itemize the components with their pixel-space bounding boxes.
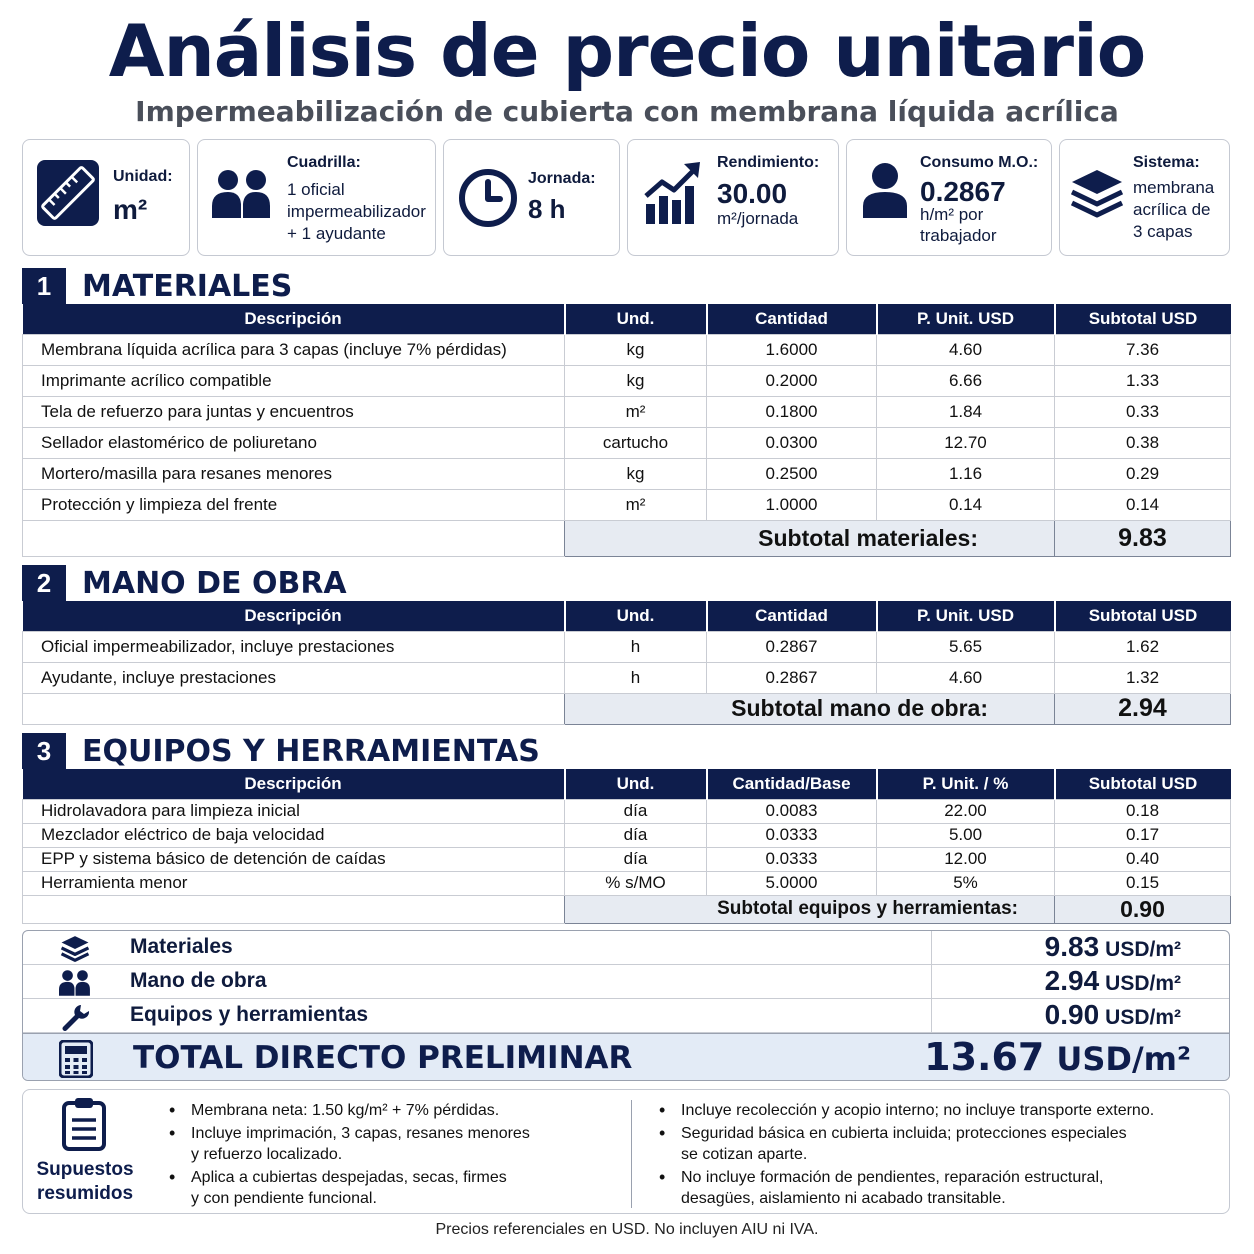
cell-unit: % s/MO [565,871,707,895]
column-header: Subtotal USD [1055,304,1231,334]
cell-unit-price: 4.60 [877,334,1055,365]
cell-subtotal: 0.33 [1055,396,1231,427]
consumo-value: 0.2867 [920,176,1006,207]
cell-unit: día [565,799,707,823]
cell-unit: h [565,631,707,662]
person-icon [863,162,907,218]
cell-unit: día [565,823,707,847]
column-header: Und. [565,769,707,799]
cell-unit: cartucho [565,427,707,458]
cell-unit-price: 1.16 [877,458,1055,489]
cell-subtotal: 1.32 [1055,662,1231,693]
cell-description: Ayudante, incluye prestaciones [23,662,565,693]
cell-description: Membrana líquida acrílica para 3 capas (incluye 7% pérdidas) [23,334,565,365]
cell-description: Imprimante acrílico compatible [23,365,565,396]
column-header: Cantidad [707,601,877,631]
summary-row-mano-obra [23,965,1230,999]
cell-unit: día [565,847,707,871]
section-number: 1 [22,268,66,304]
cell-quantity: 1.6000 [707,334,877,365]
column-header: P. Unit. USD [877,304,1055,334]
summary-name: Mano de obra [130,969,267,992]
cell-subtotal: 0.14 [1055,489,1231,520]
cell-unit-price: 6.66 [877,365,1055,396]
list-item: • No incluye formación de pendientes, reparación estructural, desagües, aislamiento ni acabado transitable. [655,1167,1225,1209]
column-header: Descripción [23,304,565,334]
card-jornada [443,139,620,256]
summary-name: Materiales [130,935,233,958]
assumptions-right-list [655,1100,1225,1211]
column-header: Cantidad [707,304,877,334]
section-number: 2 [22,565,66,601]
column-header: P. Unit. USD [877,601,1055,631]
card-cuadrilla [197,139,436,256]
list-item: • Seguridad básica en cubierta incluida; protecciones especiales se cotizan aparte. [655,1123,1225,1165]
list-item: • Aplica a cubiertas despejadas, secas, firmes y con pendiente funcional. [165,1167,625,1209]
cell-unit-price: 12.00 [877,847,1055,871]
cell-quantity: 0.2000 [707,365,877,396]
summary-row-equipos [23,999,1230,1033]
subtotal-label: Subtotal mano de obra: [565,693,1055,724]
subtotal-value: 9.83 [1055,520,1231,556]
assumptions-label: Supuestos resumidos [36,1159,134,1204]
consumo-line1: h/m² por [920,205,984,224]
rendimiento-value: 30.00 [717,178,788,209]
clock-icon [458,168,518,228]
assumptions-left-list [165,1100,625,1211]
subtotal-row [23,520,1231,556]
section-title: EQUIPOS Y HERRAMIENTAS [82,734,540,769]
table-row [23,847,1231,871]
cell-description: EPP y sistema básico de detención de caídas [23,847,565,871]
cell-unit-price: 1.84 [877,396,1055,427]
cell-quantity: 0.2500 [707,458,877,489]
unidad-value: m² [113,194,148,225]
subtotal-value: 0.90 [1055,895,1231,923]
table-row [23,799,1231,823]
people-icon [59,969,91,997]
cell-subtotal: 0.17 [1055,823,1231,847]
subtotal-value: 2.94 [1055,693,1231,724]
cell-quantity: 5.0000 [707,871,877,895]
column-header: Und. [565,601,707,631]
wrench-icon [59,1003,91,1031]
table-header-row [23,601,1231,631]
summary-value: 0.90 USD/m² [1044,999,1181,1030]
column-header: Descripción [23,601,565,631]
assumptions-box [22,1089,1230,1214]
total-row [23,1033,1230,1081]
cell-subtotal: 0.38 [1055,427,1231,458]
table-row [23,334,1231,365]
cell-description: Protección y limpieza del frente [23,489,565,520]
cell-quantity: 0.2867 [707,631,877,662]
footer-note: Precios referenciales en USD. No incluyen AIU ni IVA. [435,1221,819,1238]
cell-unit-price: 5.00 [877,823,1055,847]
cell-quantity: 0.0083 [707,799,877,823]
page-subtitle: Impermeabilización de cubierta con membrana líquida acrílica [135,95,1119,128]
total-label: TOTAL DIRECTO PRELIMINAR [133,1040,633,1076]
table-row [23,662,1231,693]
cuadrilla-line2: impermeabilizador [287,202,426,221]
cell-unit: kg [565,334,707,365]
growth-chart-icon [644,160,704,226]
cell-subtotal: 7.36 [1055,334,1231,365]
cell-unit-price: 22.00 [877,799,1055,823]
equipos-table [22,769,1231,924]
table-row [23,365,1231,396]
table-row [23,427,1231,458]
cell-quantity: 0.1800 [707,396,877,427]
cell-quantity: 0.0333 [707,847,877,871]
cell-unit: m² [565,489,707,520]
subtotal-label: Subtotal equipos y herramientas: [565,895,1055,923]
list-item: • Incluye recolección y acopio interno; no incluye transporte externo. [655,1100,1225,1121]
table-row [23,458,1231,489]
cell-description: Herramienta menor [23,871,565,895]
cell-description: Oficial impermeabilizador, incluye prestaciones [23,631,565,662]
cell-quantity: 1.0000 [707,489,877,520]
table-header-row [23,304,1231,334]
jornada-value: 8 h [528,194,566,224]
column-header: Cantidad/Base [707,769,877,799]
consumo-line2: trabajador [920,226,997,245]
total-value: 13.67 USD/m² [924,1035,1191,1079]
cell-description: Tela de refuerzo para juntas y encuentros [23,396,565,427]
section-number: 3 [22,733,66,769]
cell-unit: kg [565,365,707,396]
unidad-label: Unidad: [113,168,173,185]
cell-unit-price: 5% [877,871,1055,895]
people-icon [212,168,272,220]
materiales-table [22,304,1231,557]
cell-description: Sellador elastomérico de poliuretano [23,427,565,458]
column-header: Descripción [23,769,565,799]
cuadrilla-line1: 1 oficial [287,180,345,199]
rendimiento-label: Rendimiento: [717,154,820,171]
sistema-line3: 3 capas [1133,222,1193,241]
table-row [23,823,1231,847]
summary-row-materiales [23,931,1230,965]
card-sistema [1059,139,1230,256]
cell-unit-price: 12.70 [877,427,1055,458]
cell-description: Mortero/masilla para resanes menores [23,458,565,489]
cell-unit: m² [565,396,707,427]
subtotal-row [23,895,1231,923]
table-header-row [23,769,1231,799]
cell-quantity: 0.0333 [707,823,877,847]
cell-subtotal: 1.62 [1055,631,1231,662]
subtotal-row [23,693,1231,724]
divider [631,1100,632,1208]
cuadrilla-line3: + 1 ayudante [287,224,386,243]
list-item: • Membrana neta: 1.50 kg/m² + 7% pérdidas. [165,1100,625,1121]
sistema-line2: acrílica de [1133,200,1211,219]
column-header: Subtotal USD [1055,601,1231,631]
cell-quantity: 0.0300 [707,427,877,458]
sistema-line1: membrana [1133,178,1215,197]
table-row [23,489,1231,520]
cell-quantity: 0.2867 [707,662,877,693]
mano-obra-table [22,601,1231,725]
cell-description: Hidrolavadora para limpieza inicial [23,799,565,823]
cell-subtotal: 0.18 [1055,799,1231,823]
table-row [23,396,1231,427]
summary-value: 2.94 USD/m² [1044,965,1181,996]
section-title: MATERIALES [82,269,293,304]
consumo-label: Consumo M.O.: [920,154,1039,171]
list-item: • Incluye imprimación, 3 capas, resanes menores y refuerzo localizado. [165,1123,625,1165]
table-row [23,631,1231,662]
column-header: P. Unit. / % [877,769,1055,799]
column-header: Und. [565,304,707,334]
cell-description: Mezclador eléctrico de baja velocidad [23,823,565,847]
cell-subtotal: 0.29 [1055,458,1231,489]
cell-unit-price: 4.60 [877,662,1055,693]
cell-subtotal: 0.40 [1055,847,1231,871]
sistema-label: Sistema: [1133,154,1200,171]
clipboard-icon [61,1096,107,1152]
layers-icon [1070,168,1124,220]
cell-unit-price: 5.65 [877,631,1055,662]
rendimiento-unit: m²/jornada [717,209,799,228]
layers-icon [59,935,91,963]
ruler-icon [37,160,121,228]
page-title: Análisis de precio unitario [108,9,1146,93]
column-header: Subtotal USD [1055,769,1231,799]
table-row [23,871,1231,895]
cell-subtotal: 0.15 [1055,871,1231,895]
summary-box [22,930,1230,1081]
calculator-icon [59,1040,93,1078]
card-consumo [846,139,1052,256]
card-unidad [22,139,190,256]
jornada-label: Jornada: [528,170,596,187]
cell-unit: kg [565,458,707,489]
cell-unit-price: 0.14 [877,489,1055,520]
cell-unit: h [565,662,707,693]
summary-name: Equipos y herramientas [130,1003,369,1026]
summary-value: 9.83 USD/m² [1044,931,1181,962]
card-rendimiento [627,139,839,256]
cuadrilla-label: Cuadrilla: [287,154,361,171]
cell-subtotal: 1.33 [1055,365,1231,396]
section-title: MANO DE OBRA [82,566,347,601]
subtotal-label: Subtotal materiales: [565,520,1055,556]
